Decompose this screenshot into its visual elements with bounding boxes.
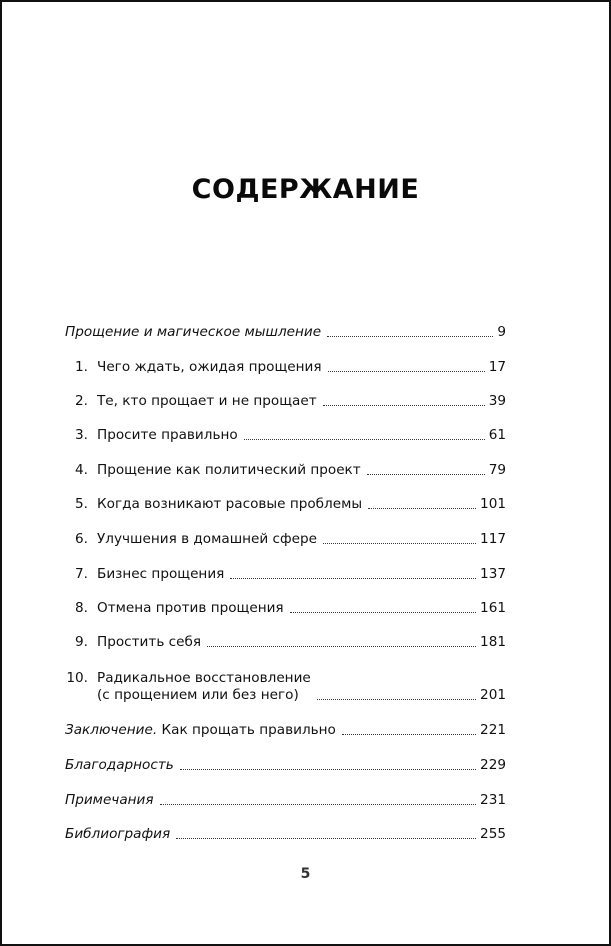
toc-entry-chapter-5[interactable] bbox=[65, 496, 506, 513]
toc-page-number: 117 bbox=[480, 531, 506, 547]
toc-page-number: 9 bbox=[497, 324, 506, 340]
toc-entry-chapter-3[interactable] bbox=[65, 427, 506, 444]
toc-entry-chapter-10[interactable] bbox=[65, 670, 506, 704]
toc-entry-label: Бизнес прощения bbox=[97, 566, 225, 582]
chapter-number: 3. bbox=[75, 427, 88, 443]
toc-entry-chapter-1[interactable] bbox=[65, 359, 506, 376]
dot-leader bbox=[244, 438, 485, 440]
toc-page-number: 201 bbox=[480, 687, 506, 703]
toc-entry-conclusion[interactable] bbox=[65, 722, 506, 739]
toc-page-number: 79 bbox=[488, 462, 506, 478]
toc-entry-label: Те, кто прощает и не прощает bbox=[97, 393, 317, 409]
toc-entry-acknowledgements[interactable] bbox=[65, 757, 506, 774]
dot-leader bbox=[176, 837, 476, 839]
dot-leader bbox=[327, 335, 493, 337]
dot-leader bbox=[290, 611, 476, 613]
toc-page-number: 181 bbox=[480, 634, 506, 650]
dot-leader bbox=[323, 542, 476, 544]
toc-entry-label: Прощение и магическое мышление bbox=[65, 324, 322, 340]
toc-page-number: 17 bbox=[488, 359, 506, 375]
dot-leader bbox=[342, 733, 476, 735]
toc-entry-label: Отмена против прощения bbox=[97, 600, 284, 616]
toc-page-number: 101 bbox=[480, 496, 506, 512]
toc-page-number: 221 bbox=[480, 722, 506, 738]
chapter-number: 4. bbox=[75, 462, 88, 478]
chapter-number: 8. bbox=[75, 600, 88, 616]
toc-entry-label: Улучшения в домашней сфере bbox=[97, 531, 318, 547]
toc-entry-chapter-6[interactable] bbox=[65, 531, 506, 548]
toc-entry-label: Прощение как политический проект bbox=[97, 462, 361, 478]
toc-entry-label bbox=[65, 722, 336, 739]
toc-entry-label: Примечания bbox=[65, 792, 154, 808]
toc-page-number: 255 bbox=[480, 826, 506, 842]
toc-entry-chapter-8[interactable] bbox=[65, 600, 506, 617]
toc-page-number: 39 bbox=[488, 393, 506, 409]
page-title: СОДЕРЖАНИЕ bbox=[191, 174, 420, 205]
toc-entry-label: Библиография bbox=[65, 826, 171, 842]
dot-leader bbox=[180, 768, 476, 770]
toc-entry-label: Когда возникают расовые проблемы bbox=[97, 496, 363, 512]
toc-page-number: 231 bbox=[480, 792, 506, 808]
toc-page-number: 61 bbox=[488, 427, 506, 443]
toc-entry-label-line-1: Радикальное восстановление bbox=[97, 670, 311, 686]
chapter-number: 5. bbox=[75, 496, 88, 512]
toc-entry-chapter-2[interactable] bbox=[65, 393, 506, 410]
chapter-number: 1. bbox=[75, 359, 88, 375]
toc-entry-label bbox=[97, 670, 311, 704]
toc-page-number: 229 bbox=[480, 757, 506, 773]
chapter-number: 10. bbox=[66, 670, 88, 686]
dot-leader bbox=[367, 473, 485, 475]
chapter-number: 7. bbox=[75, 566, 88, 582]
toc-entry-label-line-2: (с прощением или без него) bbox=[97, 687, 299, 703]
dot-leader bbox=[160, 803, 476, 805]
toc-entry-intro[interactable] bbox=[65, 324, 506, 341]
chapter-number: 6. bbox=[75, 531, 88, 547]
chapter-number: 2. bbox=[75, 393, 88, 409]
table-of-contents bbox=[2, 2, 609, 944]
toc-page-number: 137 bbox=[480, 566, 506, 582]
toc-entry-chapter-9[interactable] bbox=[65, 634, 506, 651]
chapter-number: 9. bbox=[75, 634, 88, 650]
conclusion-label-roman: Как прощать правильно bbox=[157, 722, 336, 738]
toc-entry-label: Простить себя bbox=[97, 634, 202, 650]
dot-leader bbox=[323, 404, 485, 406]
toc-entry-label: Благодарность bbox=[65, 757, 174, 773]
dot-leader bbox=[230, 577, 476, 579]
toc-entry-label: Чего ждать, ожидая прощения bbox=[97, 359, 322, 375]
page-folio-number: 5 bbox=[300, 866, 311, 882]
dot-leader bbox=[317, 698, 476, 700]
toc-page-number: 161 bbox=[480, 600, 506, 616]
dot-leader bbox=[328, 370, 485, 372]
toc-entry-bibliography[interactable] bbox=[65, 826, 506, 843]
toc-entry-label: Просите правильно bbox=[97, 427, 238, 443]
dot-leader bbox=[368, 507, 476, 509]
toc-entry-chapter-7[interactable] bbox=[65, 566, 506, 583]
toc-entry-notes[interactable] bbox=[65, 792, 506, 809]
toc-entry-chapter-4[interactable] bbox=[65, 462, 506, 479]
dot-leader bbox=[207, 645, 476, 647]
conclusion-label-italic: Заключение. bbox=[65, 722, 158, 738]
